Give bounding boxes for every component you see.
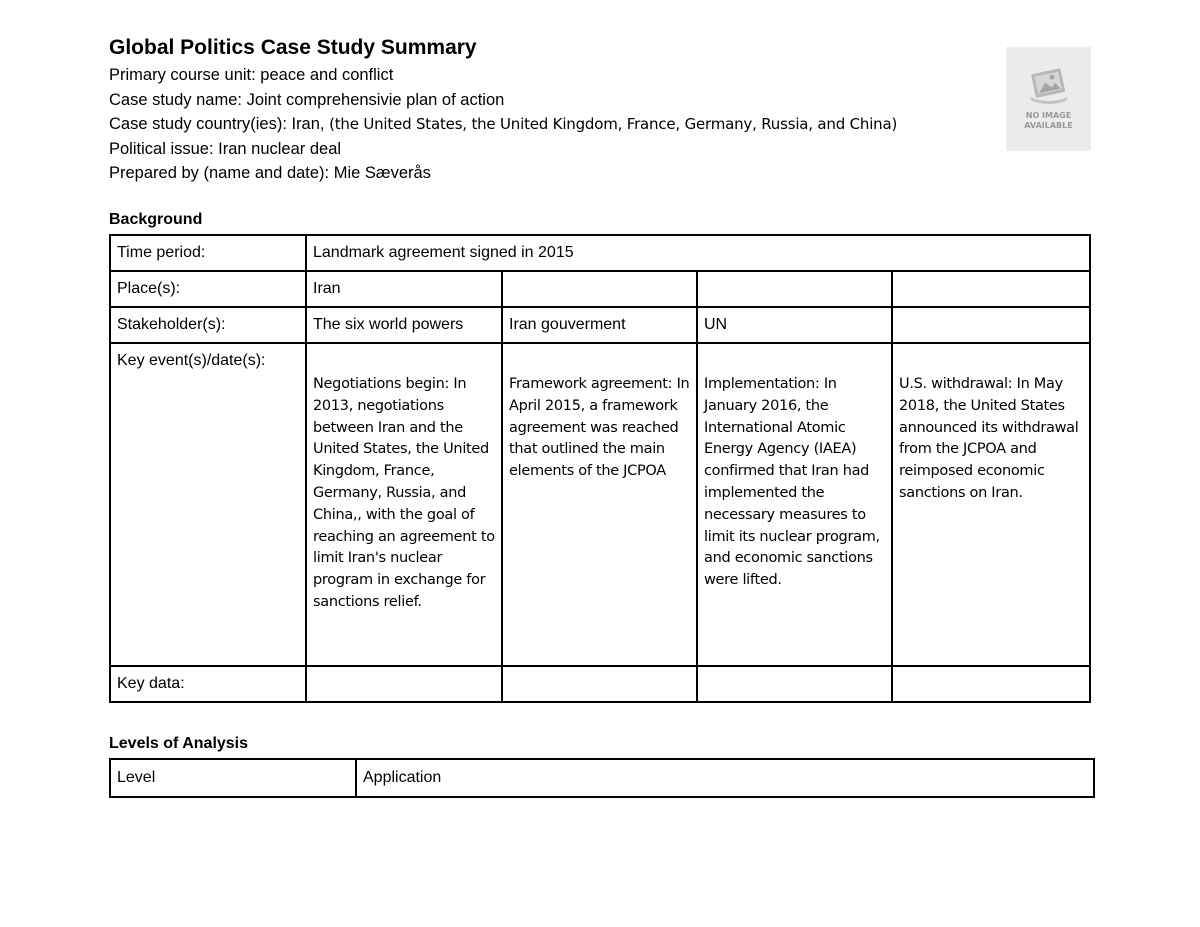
page-title: Global Politics Case Study Summary <box>109 36 477 59</box>
application-header: Application <box>356 759 1094 797</box>
background-heading: Background <box>109 211 203 228</box>
no-image-icon <box>1026 67 1072 107</box>
key-data-cell <box>306 666 502 702</box>
key-event-cell: Framework agreement: In April 2015, a framework agreement was reached that outlined the main elements of the JCPOA <box>502 343 697 666</box>
case-name-line: Case study name: Joint comprehensivie plan of action <box>109 90 505 109</box>
place-cell <box>697 271 892 307</box>
key-data-row <box>110 666 1090 702</box>
no-image-placeholder <box>1006 47 1091 151</box>
places-row <box>110 271 1090 307</box>
stakeholder-cell: The six world powers <box>306 307 502 343</box>
places-label: Place(s): <box>110 271 306 307</box>
country-line <box>109 112 897 137</box>
key-events-row <box>110 343 1090 666</box>
time-period-value: Landmark agreement signed in 2015 <box>306 235 1090 271</box>
background-table <box>109 234 1091 703</box>
key-data-cell <box>502 666 697 702</box>
country-prefix: Case study country(ies): Iran, <box>109 115 330 133</box>
time-period-row <box>110 235 1090 271</box>
course-unit-line: Primary course unit: peace and conflict <box>109 66 394 84</box>
levels-heading: Levels of Analysis <box>109 735 249 752</box>
stakeholders-label: Stakeholder(s): <box>110 307 306 343</box>
key-event-cell: U.S. withdrawal: In May 2018, the United States announced its withdrawal from the JCPOA and reimposed economic sanctions on Iran. <box>892 343 1090 666</box>
level-header: Level <box>110 759 356 797</box>
stakeholders-row <box>110 307 1090 343</box>
key-event-cell: Negotiations begin: In 2013, negotiations between Iran and the United States, the United Kingdom, France, Germany, Russia, and China,, with the goal of reaching an agreement to limit Iran's nuclear program in exchange for sanctions relief. <box>306 343 502 666</box>
key-data-label: Key data: <box>110 666 306 702</box>
country-list: (the United States, the United Kingdom, France, Germany, Russia, and China) <box>329 115 898 133</box>
stakeholder-cell <box>892 307 1090 343</box>
place-cell <box>502 271 697 307</box>
key-event-cell: Implementation: In January 2016, the International Atomic Energy Agency (IAEA) confirmed that Iran had implemented the necessary measures to limit its nuclear program, and economic sanctions were lifted. <box>697 343 892 666</box>
case-info <box>109 63 897 186</box>
key-events-label: Key event(s)/date(s): <box>110 343 306 666</box>
political-issue-line: Political issue: Iran nuclear deal <box>109 139 342 158</box>
place-cell <box>892 271 1090 307</box>
key-data-cell <box>697 666 892 702</box>
prepared-by-line: Prepared by (name and date): Mie Sæverås <box>109 164 431 182</box>
stakeholder-cell: UN <box>697 307 892 343</box>
no-image-caption: NO IMAGE AVAILABLE <box>1024 111 1073 130</box>
stakeholder-cell: Iran gouverment <box>502 307 697 343</box>
levels-header-row <box>110 759 1094 797</box>
place-cell: Iran <box>306 271 502 307</box>
time-period-label: Time period: <box>110 235 306 271</box>
key-data-cell <box>892 666 1090 702</box>
levels-table <box>109 758 1095 798</box>
